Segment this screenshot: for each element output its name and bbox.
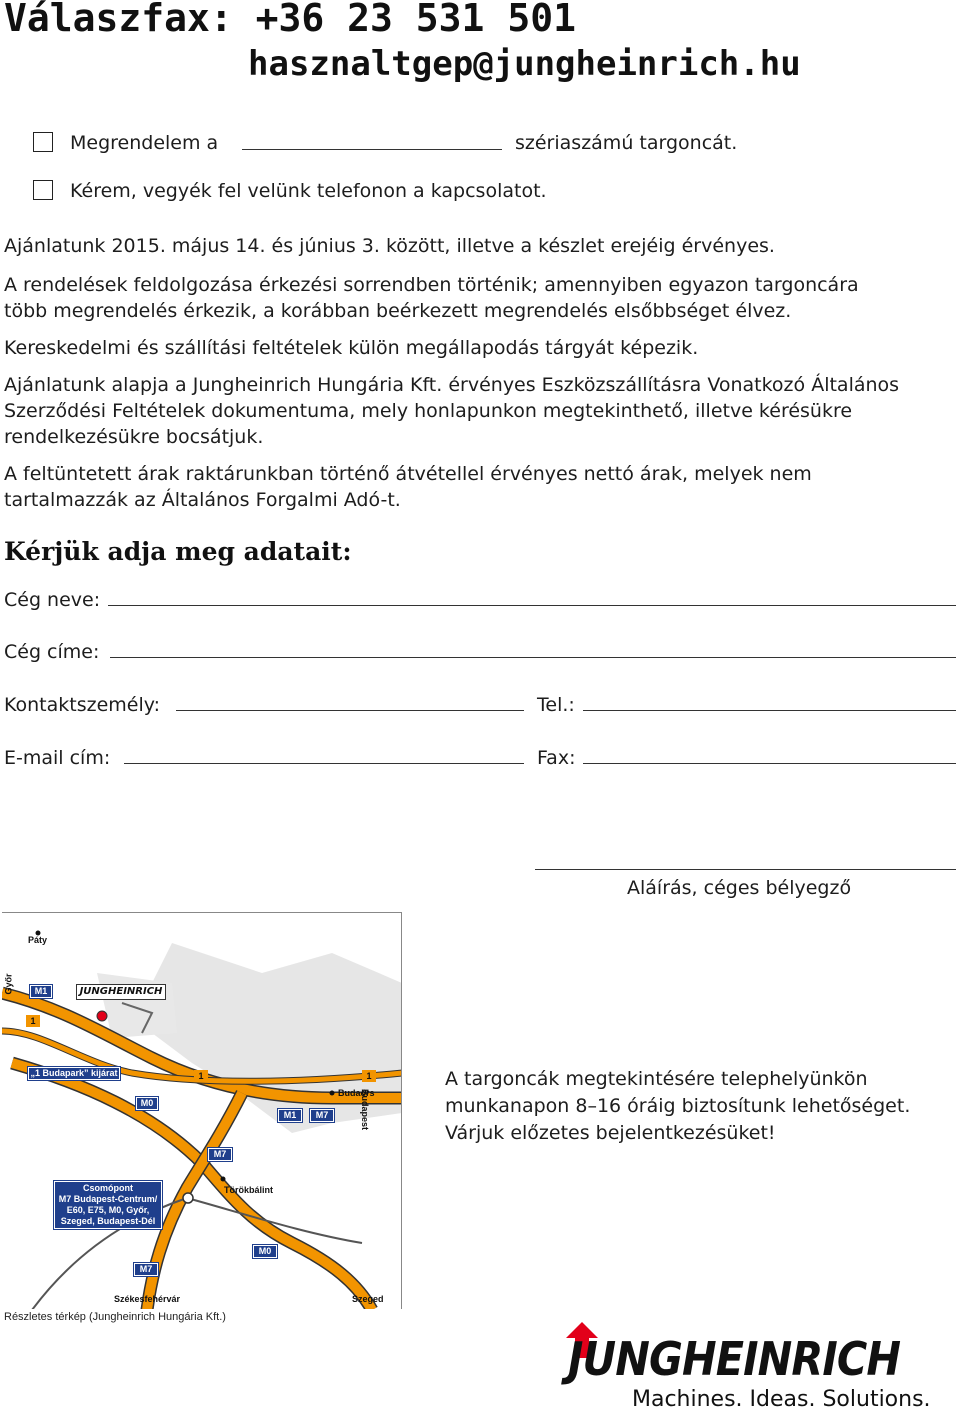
terms-basis-2: Szerződési Feltételek dokumentuma, mely honlapunkon megtekinthető, illetve kérésükre bbox=[4, 400, 853, 422]
map-label-paty: Páty bbox=[28, 935, 48, 945]
jungheinrich-logo bbox=[560, 1320, 958, 1412]
location-map bbox=[2, 912, 402, 1309]
map-label-budaors: Budaörs bbox=[338, 1088, 375, 1098]
fax-label: Fax: bbox=[537, 747, 576, 769]
junction-title: Csomópont bbox=[83, 1183, 133, 1193]
map-label-torokbalint: Törökbálint bbox=[224, 1185, 273, 1195]
company-name-label: Cég neve: bbox=[4, 589, 101, 611]
order-label: Megrendelem a bbox=[70, 132, 219, 154]
brand-tagline: Machines. Ideas. Solutions. bbox=[632, 1387, 931, 1412]
junction-line-3: E60, E75, M0, Győr, bbox=[66, 1205, 150, 1215]
terms-prices-2: tartalmazzák az Általános Forgalmi Adó-t. bbox=[4, 489, 401, 511]
map-sign-m1-right: M1 bbox=[278, 1109, 302, 1122]
junction-line-4: Szeged, Budapest-Dél bbox=[60, 1216, 156, 1226]
map-sign-m7-bottom: M7 bbox=[134, 1263, 158, 1276]
map-sign-m7-right: M7 bbox=[310, 1109, 334, 1122]
contact-person-label: Kontaktszemély: bbox=[4, 694, 161, 716]
company-address-label: Cég címe: bbox=[4, 641, 100, 663]
visit-line-2: munkanapon 8–16 óráig biztosítunk lehetőséget. bbox=[445, 1095, 911, 1117]
email-label: E-mail cím: bbox=[4, 747, 111, 769]
company-address-field[interactable] bbox=[110, 657, 956, 658]
callback-label: Kérem, vegyék fel velünk telefonon a kapcsolatot. bbox=[70, 180, 547, 202]
email-heading[interactable]: hasznaltgep@jungheinrich.hu bbox=[248, 44, 801, 84]
map-sign-m0-bottom: M0 bbox=[253, 1245, 277, 1258]
map-route-1-right: 1 bbox=[362, 1070, 376, 1082]
email-field[interactable] bbox=[124, 763, 524, 764]
map-label-budapest: Budapest bbox=[360, 1089, 370, 1131]
order-checkbox[interactable] bbox=[33, 132, 53, 152]
map-label-gyor: Győr bbox=[3, 973, 14, 995]
terms-commercial: Kereskedelmi és szállítási feltételek külön megállapodás tárgyát képezik. bbox=[4, 337, 699, 359]
terms-prices-1: A feltüntetett árak raktárunkban történő átvétellel érvényes nettó árak, melyek nem bbox=[4, 463, 812, 485]
visit-line-3: Várjuk előzetes bejelentkezésüket! bbox=[445, 1122, 776, 1144]
map-route-1-mid: 1 bbox=[194, 1070, 208, 1082]
map-sign-budapark: „1 Budapark” kijárat bbox=[28, 1067, 120, 1080]
signature-field[interactable] bbox=[535, 869, 956, 870]
signature-label: Aláírás, céges bélyegző bbox=[627, 877, 852, 899]
map-label-szeged: Szeged bbox=[352, 1294, 384, 1304]
order-label-suffix: szériaszámú targoncát. bbox=[515, 132, 738, 154]
map-jungheinrich-sign: JUNGHEINRICH bbox=[76, 984, 166, 1000]
visit-line-1: A targoncák megtekintésére telephelyünkön bbox=[445, 1068, 868, 1090]
terms-basis-3: rendelkezésükre bocsátjuk. bbox=[4, 426, 264, 448]
map-route-1-left: 1 bbox=[26, 1015, 40, 1027]
map-sign-m1: M1 bbox=[30, 985, 52, 998]
map-caption: Részletes térkép (Jungheinrich Hungária Kft.) bbox=[4, 1311, 226, 1323]
map-roads bbox=[2, 913, 402, 1309]
form-heading: Kérjük adja meg adatait: bbox=[4, 537, 352, 566]
map-label-szekesfehervar: Székesfehérvár bbox=[114, 1294, 181, 1304]
contact-person-field[interactable] bbox=[176, 710, 524, 711]
phone-field[interactable] bbox=[583, 710, 956, 711]
brand-wordmark: JUNGHEINRICH bbox=[568, 1332, 901, 1386]
terms-order-processing-1: A rendelések feldolgozása érkezési sorrendben történik; amennyiben egyazon targoncára bbox=[4, 274, 859, 296]
serial-number-field[interactable] bbox=[242, 149, 502, 150]
company-name-field[interactable] bbox=[108, 605, 956, 606]
fax-field[interactable] bbox=[583, 763, 956, 764]
map-junction-sign bbox=[54, 1181, 162, 1229]
phone-label: Tel.: bbox=[537, 694, 575, 716]
junction-line-2: M7 Budapest-Centrum/ bbox=[58, 1194, 158, 1204]
callback-checkbox[interactable] bbox=[33, 180, 53, 200]
map-sign-m0-top: M0 bbox=[136, 1097, 158, 1110]
terms-basis-1: Ajánlatunk alapja a Jungheinrich Hungária Kft. érvényes Eszközszállításra Vonatkozó Általános bbox=[4, 374, 900, 396]
terms-order-processing-2: több megrendelés érkezik, a korábban beérkezett megrendelés elsőbbséget élvez. bbox=[4, 300, 792, 322]
fax-number-heading: Válaszfax: +36 23 531 501 bbox=[4, 0, 576, 40]
terms-validity: Ajánlatunk 2015. május 14. és június 3. között, illetve a készlet erejéig érvényes. bbox=[4, 235, 775, 257]
map-sign-m7-mid: M7 bbox=[208, 1148, 232, 1161]
